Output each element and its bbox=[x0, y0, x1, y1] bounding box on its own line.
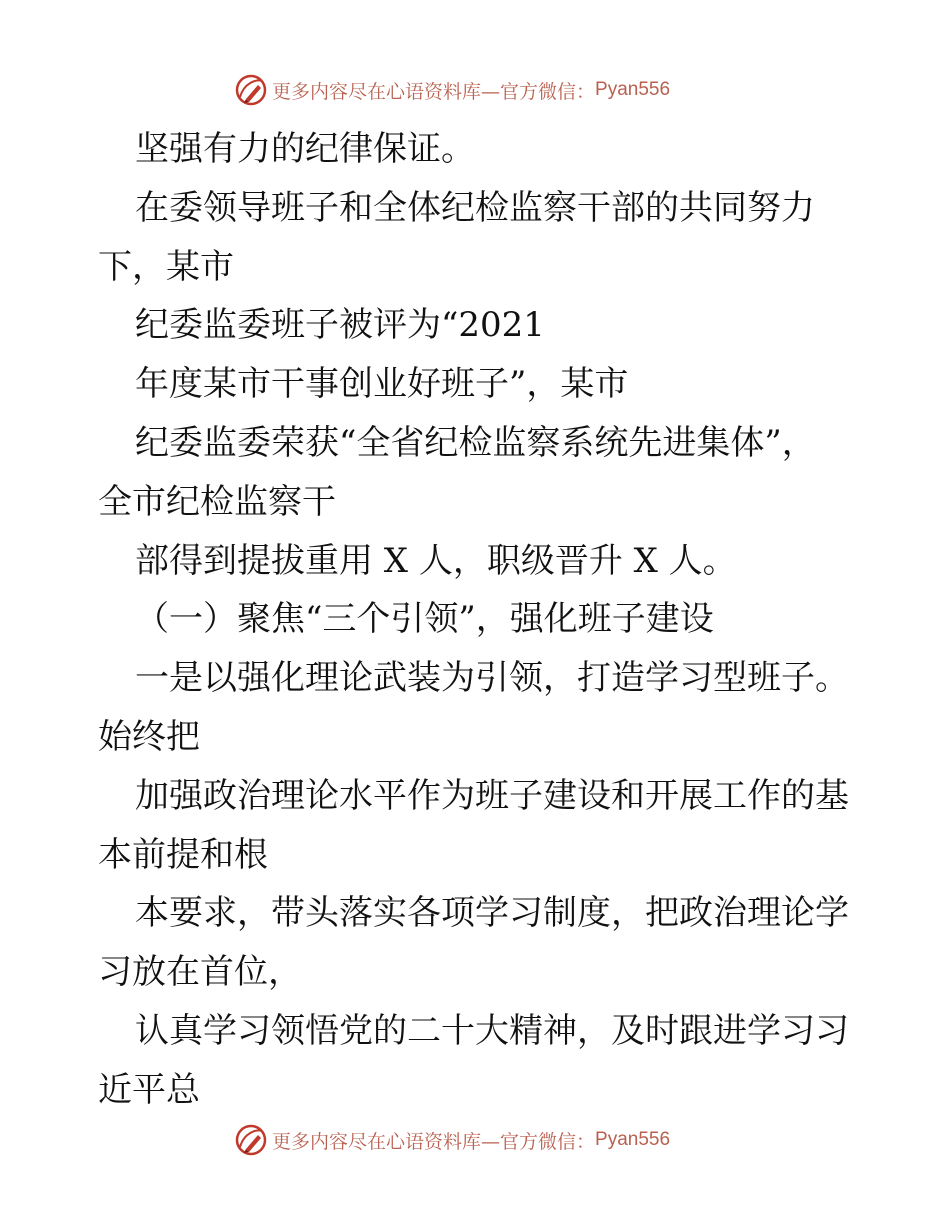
text-line: 部得到提拔重用 X 人，职级晋升 X 人。 bbox=[135, 540, 737, 581]
text-line: 纪委监委荣获“全省纪检监察系统先进集体”， bbox=[135, 422, 816, 463]
text-line: 一是以强化理论武装为引领，打造学习型班子。 bbox=[135, 658, 849, 699]
text-line: 年度某市干事创业好班子”，某市 bbox=[135, 364, 629, 405]
text-line: 全市纪检监察干 bbox=[98, 481, 336, 522]
text-line: 本要求，带头落实各项学习制度，把政治理论学 bbox=[135, 893, 849, 934]
text-line: 下，某市 bbox=[98, 246, 234, 287]
text-line: 本前提和根 bbox=[98, 834, 268, 875]
text-line: 在委领导班子和全体纪检监察干部的共同努力 bbox=[135, 187, 815, 228]
pen-logo-icon bbox=[234, 1123, 268, 1157]
watermark-account: Pyan556 bbox=[595, 79, 671, 100]
body-text bbox=[98, 120, 868, 1120]
footer-watermark bbox=[234, 1123, 670, 1157]
text-line: 认真学习领悟党的二十大精神，及时跟进学习习 bbox=[135, 1010, 849, 1051]
text-line: 坚强有力的纪律保证。 bbox=[135, 129, 475, 169]
text-line: 始终把 bbox=[98, 716, 200, 757]
text-line: 近平总 bbox=[98, 1069, 200, 1110]
watermark-text: 更多内容尽在心语资料库—官方微信： bbox=[272, 80, 596, 103]
watermark-account: Pyan556 bbox=[595, 1129, 671, 1150]
text-line: 习放在首位， bbox=[98, 952, 302, 993]
text-line: 纪委监委班子被评为“2021 bbox=[135, 305, 545, 346]
header-watermark bbox=[234, 73, 670, 107]
watermark-text: 更多内容尽在心语资料库—官方微信： bbox=[272, 1130, 596, 1153]
pen-logo-icon bbox=[234, 73, 268, 107]
text-line: 加强政治理论水平作为班子建设和开展工作的基 bbox=[135, 775, 849, 816]
text-line: （一）聚焦“三个引领”，强化班子建设 bbox=[135, 599, 714, 640]
